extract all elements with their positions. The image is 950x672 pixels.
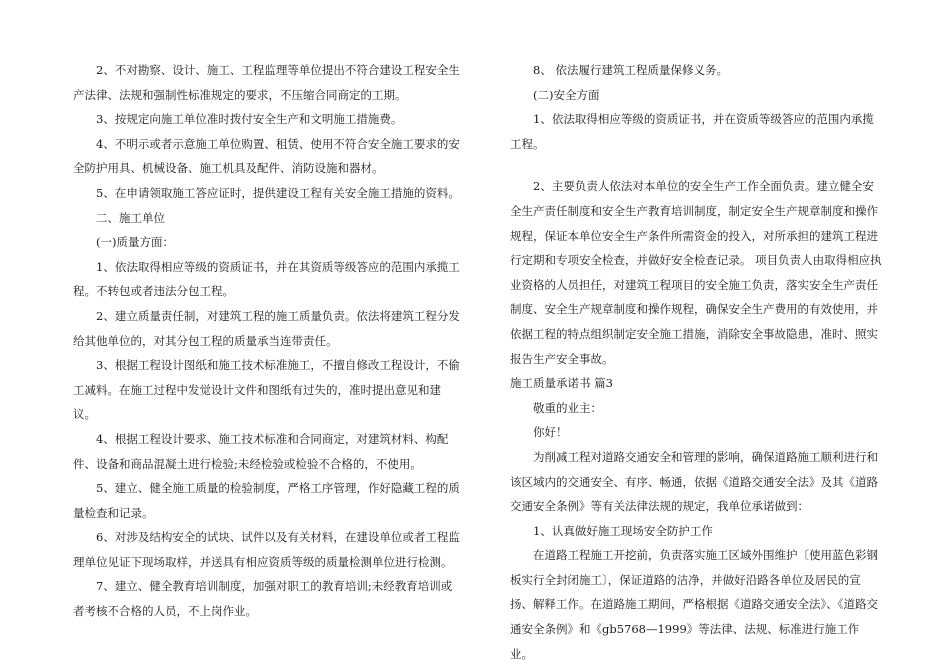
section-title-commitment-3: 施工质量承诺书 篇3 (510, 376, 613, 391)
commitment-item-1-heading: 1、认真做好施工现场安全防护工作 (533, 523, 713, 538)
section-heading-construction-unit: 二、施工单位 (96, 210, 165, 225)
right-column (510, 58, 882, 666)
commitment-item-1-body: 在道路工程施工开挖前，负责落实施工区域外围维护〔使用蓝色彩钢板实行全封闭施工〕，保证道路的洁净，并做好沿路各单位及居民的宣扬、解释工作。在道路施工期间，严格根据《道路交通安全法》、《道路交通安全条例》和《gb5768—1999》等法律、法规、标准进行施工作业。 (510, 548, 878, 661)
safety-item-1: 1、依法取得相应等级的资质证书，并在资质等级答应的范围内承揽工程。 (510, 112, 874, 151)
paragraph-item-2: 2、不对勘察、设计、施工、工程监理等单位提出不符合建设工程安全生产法律、法规和强制性标准规定的要求，不压缩合同商定的工期。 (73, 63, 460, 102)
paragraph-item-4: 4、不明示或者示意施工单位购置、租赁、使用不符合安全施工要求的安全防护用具、机械设备、施工机具及配件、消防设施和器材。 (73, 136, 460, 176)
quality-item-4: 4、根据工程设计要求、施工技术标准和合同商定，对建筑材料、构配件、设备和商品混凝土进行检验;未经检验或检验不合格的，不使用。 (73, 431, 449, 471)
quality-item-6: 6、对涉及结构安全的试块、试件以及有关材料，在建设单位或者工程监理单位见证下现场取样，并送具有相应资质等级的质量检测单位进行检测。 (73, 530, 460, 569)
letter-greeting: 你好！ (533, 425, 568, 440)
quality-item-1: 1、依法取得相应等级的资质证书，并在其资质等级答应的范围内承揽工程。不转包或者违法分包工程。 (73, 259, 460, 299)
left-column (73, 58, 463, 624)
paragraph-item-5: 5、在申请领取施工答应证时，提供建设工程有关安全施工措施的资料。 (96, 185, 460, 200)
subsection-heading-quality: (一)质量方面： (96, 235, 174, 250)
letter-salutation: 敬重的业主： (533, 400, 602, 415)
quality-item-7: 7、建立、健全教育培训制度，加强对职工的教育培训;未经教育培训或者考核不合格的人员，不上岗作业。 (73, 579, 453, 619)
letter-intro: 为削减工程对道路交通安全和管理的影响，确保道路施工顺利进行和该区域内的交通安全、有序、畅通，依据《道路交通安全法》及其《道路交通安全条例》等有关法律法规的规定，我单位承诺做到： (510, 449, 878, 514)
quality-item-3: 3、根据工程设计图纸和施工技术标准施工，不擅自修改工程设计，不偷工减料。在施工过程中发觉设计文件和图纸有过失的，准时提出意见和建议。 (73, 358, 460, 422)
safety-item-2: 2、主要负责人依法对本单位的安全生产工作全面负责。建立健全安全生产责任制度和安全生产教育培训制度，制定安全生产规章制度和操作规程，保证本单位安全生产条件所需资金的投入，对所承担的建筑工程进行定期和专项安全检查，并做好安全检查记录。 项目负责人由取得相应执业资格的人员担任，对建筑工程项目的安全施工负责，落实安全生产责任制度、安全生产规章制度和操作规程，确保安全生产费用的有效使用，并依据工程的特点组织制定安全施工措施，消除安全事故隐患，准时、照实报告生产安全事故。 (510, 179, 882, 366)
subsection-heading-safety: (二)安全方面 (533, 87, 600, 102)
paragraph-item-3: 3、按规定向施工单位准时拨付安全生产和文明施工措施费。 (96, 112, 403, 127)
quality-item-2: 2、建立质量责任制，对建筑工程的施工质量负责。依法将建筑工程分发给其他单位的，对其分包工程的质量承当连带责任。 (73, 308, 460, 348)
quality-item-8: 8、 依法履行建筑工程质量保修义务。 (533, 63, 728, 77)
quality-item-5: 5、建立、健全施工质量的检验制度，严格工序管理，作好隐藏工程的质量检查和记录。 (73, 481, 460, 520)
